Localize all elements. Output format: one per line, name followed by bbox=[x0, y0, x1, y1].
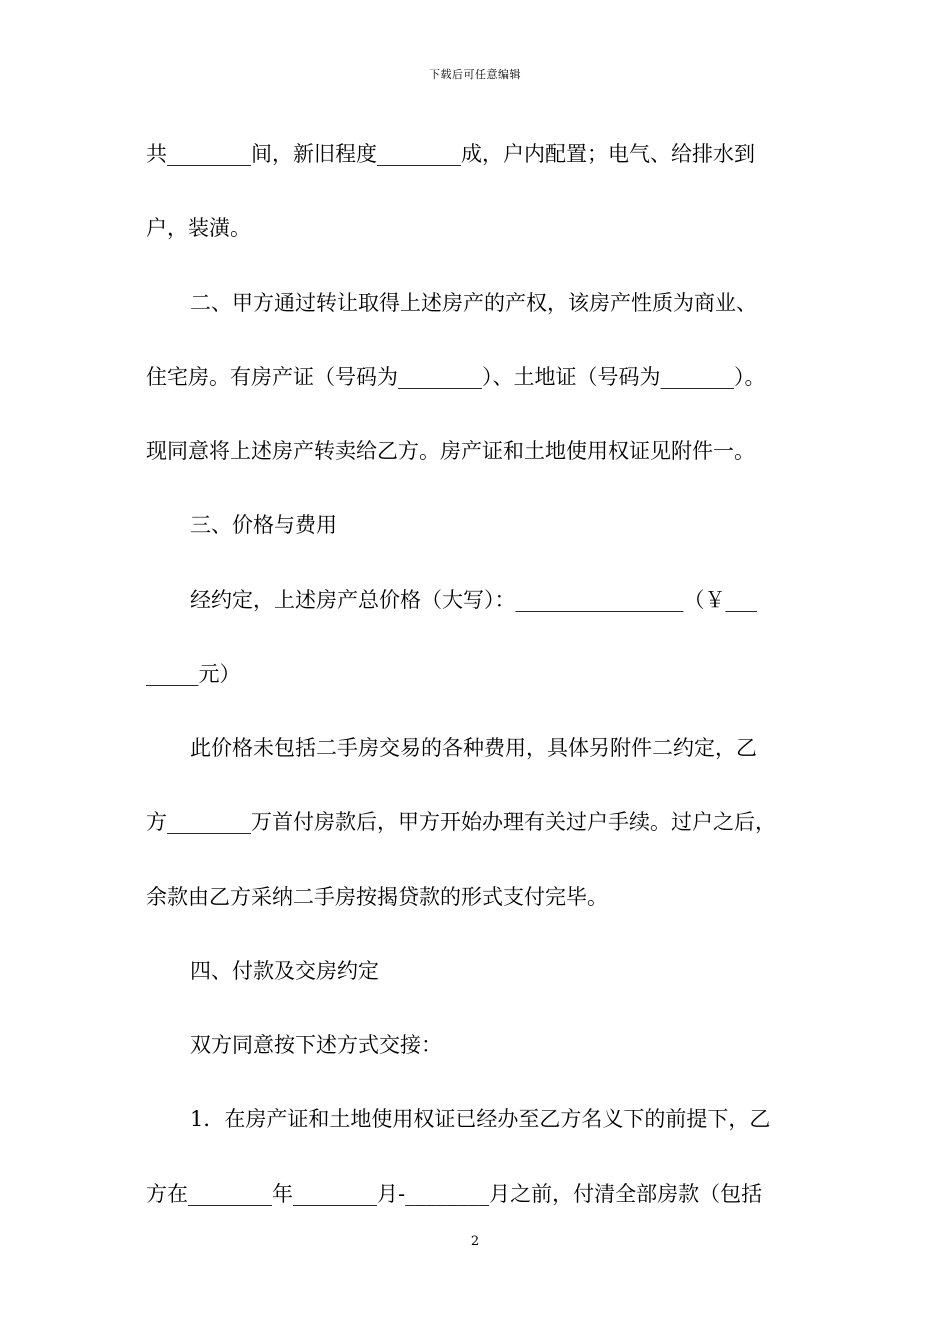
body-line: 经约定，上述房产总价格（大写）：________________（￥___ bbox=[190, 588, 757, 612]
body-line: _____元） bbox=[146, 662, 241, 686]
body-line: 双方同意按下述方式交接： bbox=[190, 1033, 442, 1057]
page-number: 2 bbox=[470, 1234, 480, 1249]
body-line: 此价格未包括二手房交易的各种费用，具体另附件二约定，乙 bbox=[190, 736, 757, 760]
body-line: 余款由乙方采纳二手房按揭贷款的形式支付完毕。 bbox=[146, 885, 608, 909]
body-line: 现同意将上述房产转卖给乙方。房产证和土地使用权证见附件一。 bbox=[146, 439, 755, 463]
header-note: 下载后可任意编辑 bbox=[429, 68, 521, 81]
section-heading: 四、付款及交房约定 bbox=[190, 959, 379, 983]
body-line: 住宅房。有房产证（号码为________）、土地证（号码为_______）。 bbox=[146, 365, 766, 389]
section-heading: 三、价格与费用 bbox=[190, 513, 337, 537]
body-line: 二、甲方通过转让取得上述房产的产权，该房产性质为商业、 bbox=[190, 291, 757, 315]
body-line: 方在________年________月-________月之前，付清全部房款（包括 bbox=[146, 1182, 763, 1206]
body-line: 户，装潢。 bbox=[146, 216, 251, 240]
body-line: 共________间，新旧程度________成，户内配置；电气、给排水到 bbox=[146, 142, 755, 166]
body-line: 1．在房产证和土地使用权证已经办至乙方名义下的前提下，乙 bbox=[190, 1107, 771, 1131]
body-line: 方________万首付房款后，甲方开始办理有关过户手续。过户之后， bbox=[146, 810, 776, 834]
